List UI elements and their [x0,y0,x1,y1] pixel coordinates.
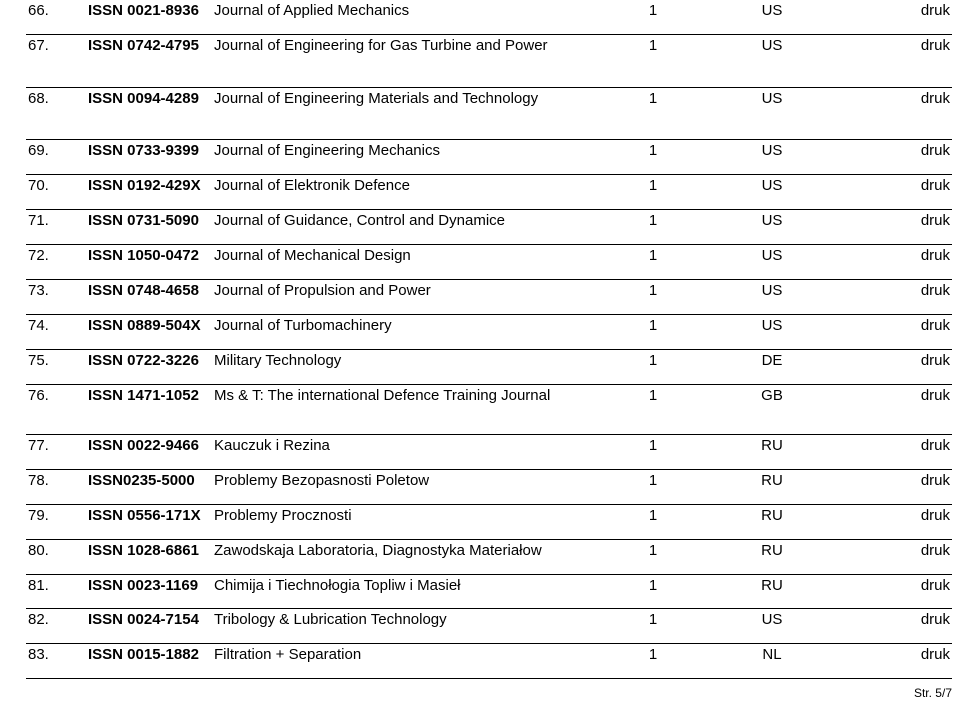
issn: ISSN 0748-4658 [86,279,212,314]
page-number: Str. 5/7 [913,686,952,700]
issn: ISSN 0015-1882 [86,643,212,678]
country-code: US [710,87,834,139]
issn: ISSN 0556-171X [86,504,212,539]
format: druk [834,539,952,574]
copies-count: 1 [596,279,710,314]
format: druk [834,608,952,643]
row-number: 70. [26,174,86,209]
country-code: US [710,244,834,279]
issn: ISSN 0733-9399 [86,139,212,174]
journal-title: Journal of Turbomachinery [212,314,596,349]
format: druk [834,504,952,539]
row-number: 78. [26,469,86,504]
format: druk [834,574,952,608]
row-number: 75. [26,349,86,384]
country-code: RU [710,434,834,469]
journal-title: Journal of Applied Mechanics [212,0,596,34]
copies-count: 1 [596,139,710,174]
table-row [26,643,952,678]
format: druk [834,174,952,209]
country-code: US [710,608,834,643]
country-code: RU [710,504,834,539]
copies-count: 1 [596,539,710,574]
row-number: 69. [26,139,86,174]
format: druk [834,0,952,34]
row-number: 74. [26,314,86,349]
country-code: NL [710,643,834,678]
table-row [26,209,952,244]
format: druk [834,643,952,678]
table-row [26,314,952,349]
table-row [26,0,952,34]
copies-count: 1 [596,643,710,678]
row-number: 82. [26,608,86,643]
issn: ISSN 0023-1169 [86,574,212,608]
country-code: RU [710,469,834,504]
row-number: 83. [26,643,86,678]
copies-count: 1 [596,504,710,539]
journal-title: Journal of Engineering Materials and Technology [212,87,596,139]
journal-title: Journal of Propulsion and Power [212,279,596,314]
issn: ISSN 0742-4795 [86,34,212,87]
journal-title: Problemy Procznosti [212,504,596,539]
table-row [26,434,952,469]
format: druk [834,469,952,504]
row-number: 67. [26,34,86,87]
country-code: RU [710,539,834,574]
table-row [26,279,952,314]
format: druk [834,314,952,349]
issn: ISSN 0889-504X [86,314,212,349]
journal-title: Tribology & Lubrication Technology [212,608,596,643]
copies-count: 1 [596,574,710,608]
issn: ISSN 1471-1052 [86,384,212,434]
country-code: RU [710,574,834,608]
issn: ISSN0235-5000 [86,469,212,504]
journal-title: Problemy Bezopasnosti Poletow [212,469,596,504]
journal-table [26,0,952,679]
copies-count: 1 [596,434,710,469]
table-row [26,384,952,434]
issn: ISSN 0022-9466 [86,434,212,469]
copies-count: 1 [596,314,710,349]
country-code: US [710,279,834,314]
journal-title: Filtration + Separation [212,643,596,678]
copies-count: 1 [596,384,710,434]
country-code: GB [710,384,834,434]
journal-title: Journal of Guidance, Control and Dynamice [212,209,596,244]
table-row [26,608,952,643]
copies-count: 1 [596,34,710,87]
table-row [26,539,952,574]
row-number: 66. [26,0,86,34]
row-number: 77. [26,434,86,469]
journal-title: Journal of Engineering Mechanics [212,139,596,174]
country-code: US [710,209,834,244]
format: druk [834,139,952,174]
table-row [26,34,952,87]
journal-title: Journal of Elektronik Defence [212,174,596,209]
table-row [26,349,952,384]
issn: ISSN 1028-6861 [86,539,212,574]
copies-count: 1 [596,244,710,279]
journal-title: Chimija i Tiechnołogia Topliw i Masieł [212,574,596,608]
row-number: 81. [26,574,86,608]
journal-title: Zawodskaja Laboratoria, Diagnostyka Materiałow [212,539,596,574]
country-code: US [710,139,834,174]
country-code: DE [710,349,834,384]
row-number: 73. [26,279,86,314]
country-code: US [710,0,834,34]
format: druk [834,384,952,434]
journal-title: Journal of Mechanical Design [212,244,596,279]
table-row [26,174,952,209]
issn: ISSN 0021-8936 [86,0,212,34]
country-code: US [710,314,834,349]
table-row [26,244,952,279]
journal-title: Military Technology [212,349,596,384]
journal-rows [26,0,952,678]
table-row [26,87,952,139]
row-number: 80. [26,539,86,574]
table-row [26,139,952,174]
row-number: 76. [26,384,86,434]
copies-count: 1 [596,174,710,209]
issn: ISSN 0024-7154 [86,608,212,643]
format: druk [834,434,952,469]
format: druk [834,34,952,87]
table-row [26,469,952,504]
row-number: 68. [26,87,86,139]
issn: ISSN 0094-4289 [86,87,212,139]
copies-count: 1 [596,209,710,244]
journal-title: Journal of Engineering for Gas Turbine and Power [212,34,596,87]
copies-count: 1 [596,469,710,504]
format: druk [834,87,952,139]
copies-count: 1 [596,87,710,139]
country-code: US [710,34,834,87]
format: druk [834,279,952,314]
issn: ISSN 0722-3226 [86,349,212,384]
journal-title: Kauczuk i Rezina [212,434,596,469]
copies-count: 1 [596,349,710,384]
journal-title: Ms & T: The international Defence Training Journal [212,384,596,434]
format: druk [834,209,952,244]
issn: ISSN 1050-0472 [86,244,212,279]
table-row [26,574,952,608]
format: druk [834,349,952,384]
issn: ISSN 0192-429X [86,174,212,209]
row-number: 79. [26,504,86,539]
copies-count: 1 [596,608,710,643]
issn: ISSN 0731-5090 [86,209,212,244]
row-number: 72. [26,244,86,279]
row-number: 71. [26,209,86,244]
copies-count: 1 [596,0,710,34]
table-row [26,504,952,539]
country-code: US [710,174,834,209]
format: druk [834,244,952,279]
